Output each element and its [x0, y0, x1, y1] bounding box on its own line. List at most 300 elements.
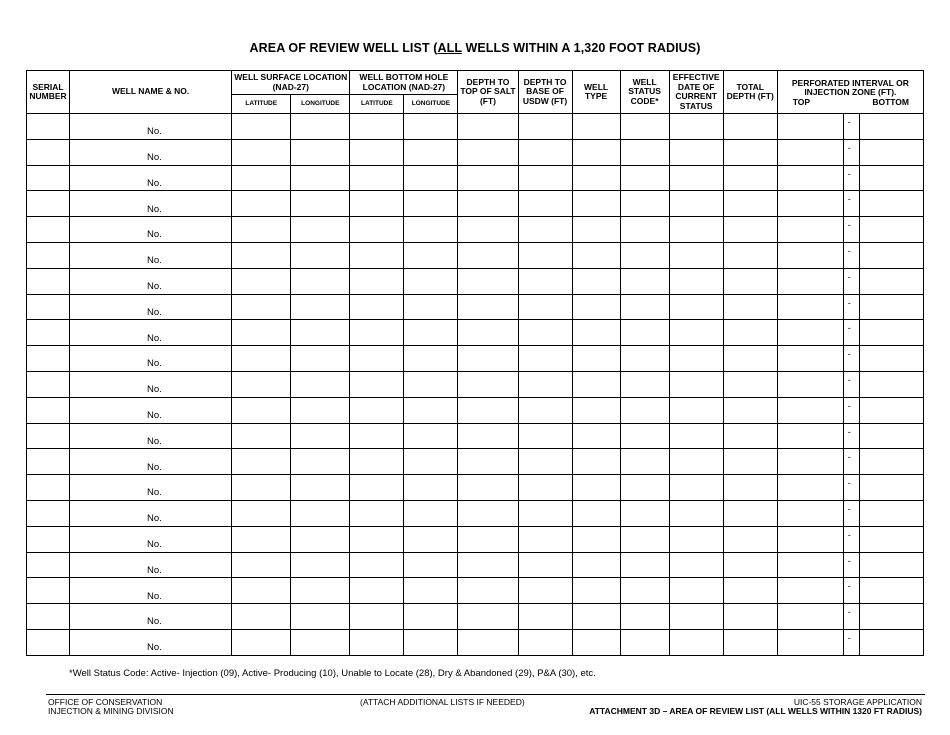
bottom-longitude-cell[interactable]	[404, 629, 458, 655]
effective-date-cell[interactable]	[669, 604, 723, 630]
well-status-cell[interactable]	[620, 371, 669, 397]
well-type-cell[interactable]	[572, 294, 620, 320]
perf-top-cell[interactable]	[777, 165, 843, 191]
well-name-cell[interactable]	[70, 294, 232, 320]
surface-longitude-cell[interactable]	[291, 449, 350, 475]
well-type-cell[interactable]	[572, 371, 620, 397]
depth-usdw-cell[interactable]	[518, 191, 572, 217]
well-type-cell[interactable]	[572, 449, 620, 475]
serial-number-cell[interactable]	[27, 165, 70, 191]
depth-usdw-cell[interactable]	[518, 604, 572, 630]
effective-date-cell[interactable]	[669, 165, 723, 191]
perf-top-cell[interactable]	[777, 114, 843, 140]
surface-latitude-cell[interactable]	[232, 294, 291, 320]
depth-usdw-cell[interactable]	[518, 268, 572, 294]
perf-bottom-cell[interactable]	[859, 217, 923, 243]
perf-top-cell[interactable]	[777, 217, 843, 243]
total-depth-cell[interactable]	[723, 604, 777, 630]
total-depth-cell[interactable]	[723, 165, 777, 191]
perf-top-cell[interactable]	[777, 629, 843, 655]
effective-date-cell[interactable]	[669, 371, 723, 397]
total-depth-cell[interactable]	[723, 371, 777, 397]
depth-salt-cell[interactable]	[458, 629, 518, 655]
effective-date-cell[interactable]	[669, 629, 723, 655]
total-depth-cell[interactable]	[723, 397, 777, 423]
effective-date-cell[interactable]	[669, 500, 723, 526]
bottom-latitude-cell[interactable]	[350, 423, 404, 449]
perf-bottom-cell[interactable]	[859, 165, 923, 191]
well-status-cell[interactable]	[620, 294, 669, 320]
perf-top-cell[interactable]	[777, 268, 843, 294]
well-status-cell[interactable]	[620, 475, 669, 501]
surface-latitude-cell[interactable]	[232, 114, 291, 140]
surface-longitude-cell[interactable]	[291, 552, 350, 578]
bottom-latitude-cell[interactable]	[350, 294, 404, 320]
depth-salt-cell[interactable]	[458, 552, 518, 578]
perf-bottom-cell[interactable]	[859, 114, 923, 140]
bottom-latitude-cell[interactable]	[350, 114, 404, 140]
perf-bottom-cell[interactable]	[859, 604, 923, 630]
perf-bottom-cell[interactable]	[859, 139, 923, 165]
total-depth-cell[interactable]	[723, 552, 777, 578]
well-status-cell[interactable]	[620, 114, 669, 140]
effective-date-cell[interactable]	[669, 191, 723, 217]
well-type-cell[interactable]	[572, 629, 620, 655]
bottom-longitude-cell[interactable]	[404, 475, 458, 501]
well-status-cell[interactable]	[620, 449, 669, 475]
surface-longitude-cell[interactable]	[291, 346, 350, 372]
bottom-longitude-cell[interactable]	[404, 397, 458, 423]
bottom-latitude-cell[interactable]	[350, 397, 404, 423]
perf-bottom-cell[interactable]	[859, 397, 923, 423]
depth-usdw-cell[interactable]	[518, 526, 572, 552]
surface-longitude-cell[interactable]	[291, 397, 350, 423]
perf-bottom-cell[interactable]	[859, 500, 923, 526]
bottom-latitude-cell[interactable]	[350, 346, 404, 372]
perf-top-cell[interactable]	[777, 423, 843, 449]
well-status-cell[interactable]	[620, 165, 669, 191]
total-depth-cell[interactable]	[723, 475, 777, 501]
surface-longitude-cell[interactable]	[291, 423, 350, 449]
bottom-latitude-cell[interactable]	[350, 139, 404, 165]
bottom-latitude-cell[interactable]	[350, 165, 404, 191]
well-type-cell[interactable]	[572, 320, 620, 346]
depth-salt-cell[interactable]	[458, 604, 518, 630]
perf-bottom-cell[interactable]	[859, 191, 923, 217]
well-status-cell[interactable]	[620, 526, 669, 552]
bottom-longitude-cell[interactable]	[404, 526, 458, 552]
bottom-longitude-cell[interactable]	[404, 320, 458, 346]
total-depth-cell[interactable]	[723, 294, 777, 320]
well-type-cell[interactable]	[572, 217, 620, 243]
surface-latitude-cell[interactable]	[232, 268, 291, 294]
well-name-cell[interactable]	[70, 320, 232, 346]
surface-longitude-cell[interactable]	[291, 139, 350, 165]
effective-date-cell[interactable]	[669, 475, 723, 501]
bottom-longitude-cell[interactable]	[404, 165, 458, 191]
depth-usdw-cell[interactable]	[518, 578, 572, 604]
effective-date-cell[interactable]	[669, 423, 723, 449]
surface-longitude-cell[interactable]	[291, 500, 350, 526]
well-status-cell[interactable]	[620, 217, 669, 243]
surface-longitude-cell[interactable]	[291, 242, 350, 268]
surface-latitude-cell[interactable]	[232, 242, 291, 268]
depth-usdw-cell[interactable]	[518, 397, 572, 423]
effective-date-cell[interactable]	[669, 268, 723, 294]
depth-salt-cell[interactable]	[458, 397, 518, 423]
serial-number-cell[interactable]	[27, 449, 70, 475]
effective-date-cell[interactable]	[669, 320, 723, 346]
well-status-cell[interactable]	[620, 500, 669, 526]
well-status-cell[interactable]	[620, 604, 669, 630]
perf-top-cell[interactable]	[777, 139, 843, 165]
effective-date-cell[interactable]	[669, 346, 723, 372]
surface-longitude-cell[interactable]	[291, 268, 350, 294]
bottom-latitude-cell[interactable]	[350, 629, 404, 655]
bottom-longitude-cell[interactable]	[404, 500, 458, 526]
total-depth-cell[interactable]	[723, 114, 777, 140]
perf-bottom-cell[interactable]	[859, 320, 923, 346]
surface-latitude-cell[interactable]	[232, 500, 291, 526]
bottom-latitude-cell[interactable]	[350, 191, 404, 217]
bottom-longitude-cell[interactable]	[404, 139, 458, 165]
perf-top-cell[interactable]	[777, 449, 843, 475]
surface-longitude-cell[interactable]	[291, 526, 350, 552]
depth-salt-cell[interactable]	[458, 139, 518, 165]
bottom-longitude-cell[interactable]	[404, 217, 458, 243]
depth-salt-cell[interactable]	[458, 346, 518, 372]
surface-longitude-cell[interactable]	[291, 578, 350, 604]
well-status-cell[interactable]	[620, 320, 669, 346]
total-depth-cell[interactable]	[723, 217, 777, 243]
perf-bottom-cell[interactable]	[859, 629, 923, 655]
serial-number-cell[interactable]	[27, 604, 70, 630]
depth-salt-cell[interactable]	[458, 371, 518, 397]
depth-usdw-cell[interactable]	[518, 242, 572, 268]
effective-date-cell[interactable]	[669, 242, 723, 268]
well-name-cell[interactable]	[70, 629, 232, 655]
effective-date-cell[interactable]	[669, 294, 723, 320]
total-depth-cell[interactable]	[723, 346, 777, 372]
well-status-cell[interactable]	[620, 423, 669, 449]
depth-usdw-cell[interactable]	[518, 217, 572, 243]
depth-salt-cell[interactable]	[458, 242, 518, 268]
bottom-latitude-cell[interactable]	[350, 268, 404, 294]
surface-latitude-cell[interactable]	[232, 371, 291, 397]
well-status-cell[interactable]	[620, 139, 669, 165]
well-name-cell[interactable]	[70, 475, 232, 501]
depth-salt-cell[interactable]	[458, 114, 518, 140]
perf-bottom-cell[interactable]	[859, 294, 923, 320]
well-name-cell[interactable]	[70, 578, 232, 604]
perf-top-cell[interactable]	[777, 371, 843, 397]
perf-top-cell[interactable]	[777, 552, 843, 578]
well-type-cell[interactable]	[572, 346, 620, 372]
depth-usdw-cell[interactable]	[518, 423, 572, 449]
effective-date-cell[interactable]	[669, 552, 723, 578]
well-no-label: No.	[147, 126, 162, 138]
total-depth-cell[interactable]	[723, 139, 777, 165]
well-type-cell[interactable]	[572, 268, 620, 294]
perf-top-cell[interactable]	[777, 294, 843, 320]
perf-top-cell[interactable]	[777, 526, 843, 552]
effective-date-cell[interactable]	[669, 449, 723, 475]
bottom-longitude-cell[interactable]	[404, 371, 458, 397]
well-name-cell[interactable]	[70, 526, 232, 552]
bottom-longitude-cell[interactable]	[404, 578, 458, 604]
bottom-latitude-cell[interactable]	[350, 500, 404, 526]
surface-latitude-cell[interactable]	[232, 578, 291, 604]
perf-top-cell[interactable]	[777, 475, 843, 501]
surface-latitude-cell[interactable]	[232, 191, 291, 217]
well-name-cell[interactable]	[70, 114, 232, 140]
well-name-cell[interactable]	[70, 397, 232, 423]
surface-latitude-cell[interactable]	[232, 165, 291, 191]
serial-number-cell[interactable]	[27, 191, 70, 217]
depth-salt-cell[interactable]	[458, 191, 518, 217]
depth-usdw-cell[interactable]	[518, 139, 572, 165]
bottom-longitude-cell[interactable]	[404, 191, 458, 217]
surface-longitude-cell[interactable]	[291, 294, 350, 320]
perf-top-cell[interactable]	[777, 578, 843, 604]
surface-longitude-cell[interactable]	[291, 475, 350, 501]
surface-longitude-cell[interactable]	[291, 191, 350, 217]
serial-number-cell[interactable]	[27, 423, 70, 449]
surface-latitude-cell[interactable]	[232, 629, 291, 655]
interval-dash: -	[847, 194, 851, 205]
depth-usdw-cell[interactable]	[518, 552, 572, 578]
surface-longitude-cell[interactable]	[291, 604, 350, 630]
depth-usdw-cell[interactable]	[518, 629, 572, 655]
total-depth-cell[interactable]	[723, 578, 777, 604]
depth-salt-cell[interactable]	[458, 526, 518, 552]
depth-salt-cell[interactable]	[458, 268, 518, 294]
surface-longitude-cell[interactable]	[291, 629, 350, 655]
total-depth-cell[interactable]	[723, 191, 777, 217]
serial-number-cell[interactable]	[27, 475, 70, 501]
serial-number-cell[interactable]	[27, 397, 70, 423]
serial-number-cell[interactable]	[27, 526, 70, 552]
total-depth-cell[interactable]	[723, 320, 777, 346]
depth-usdw-cell[interactable]	[518, 475, 572, 501]
well-type-cell[interactable]	[572, 578, 620, 604]
bottom-longitude-cell[interactable]	[404, 114, 458, 140]
serial-number-cell[interactable]	[27, 294, 70, 320]
bottom-latitude-cell[interactable]	[350, 552, 404, 578]
well-status-cell[interactable]	[620, 578, 669, 604]
well-name-cell[interactable]	[70, 604, 232, 630]
total-depth-cell[interactable]	[723, 268, 777, 294]
effective-date-cell[interactable]	[669, 217, 723, 243]
surface-latitude-cell[interactable]	[232, 423, 291, 449]
well-type-cell[interactable]	[572, 526, 620, 552]
depth-usdw-cell[interactable]	[518, 371, 572, 397]
perf-top-cell[interactable]	[777, 191, 843, 217]
well-status-cell[interactable]	[620, 191, 669, 217]
perf-bottom-cell[interactable]	[859, 526, 923, 552]
well-name-cell[interactable]	[70, 165, 232, 191]
well-status-cell[interactable]	[620, 552, 669, 578]
depth-salt-cell[interactable]	[458, 217, 518, 243]
bottom-longitude-cell[interactable]	[404, 449, 458, 475]
well-type-cell[interactable]	[572, 552, 620, 578]
serial-number-cell[interactable]	[27, 242, 70, 268]
well-status-cell[interactable]	[620, 242, 669, 268]
perf-bottom-cell[interactable]	[859, 242, 923, 268]
bottom-latitude-cell[interactable]	[350, 242, 404, 268]
perf-top-cell[interactable]	[777, 346, 843, 372]
depth-usdw-cell[interactable]	[518, 165, 572, 191]
surface-longitude-cell[interactable]	[291, 217, 350, 243]
well-type-cell[interactable]	[572, 139, 620, 165]
depth-usdw-cell[interactable]	[518, 449, 572, 475]
well-type-cell[interactable]	[572, 500, 620, 526]
perf-top-cell[interactable]	[777, 500, 843, 526]
well-name-cell[interactable]	[70, 191, 232, 217]
perf-bottom-cell[interactable]	[859, 423, 923, 449]
surface-longitude-cell[interactable]	[291, 320, 350, 346]
bottom-latitude-cell[interactable]	[350, 604, 404, 630]
depth-salt-cell[interactable]	[458, 165, 518, 191]
perf-top-cell[interactable]	[777, 604, 843, 630]
surface-latitude-cell[interactable]	[232, 139, 291, 165]
well-type-cell[interactable]	[572, 165, 620, 191]
perf-top-cell[interactable]	[777, 320, 843, 346]
header-bottom-hole-location: WELL BOTTOM HOLE LOCATION (NAD-27)	[350, 71, 458, 95]
surface-latitude-cell[interactable]	[232, 526, 291, 552]
perf-bottom-cell[interactable]	[859, 578, 923, 604]
serial-number-cell[interactable]	[27, 346, 70, 372]
serial-number-cell[interactable]	[27, 371, 70, 397]
bottom-latitude-cell[interactable]	[350, 578, 404, 604]
well-type-cell[interactable]	[572, 242, 620, 268]
header-well-type: WELL TYPE	[572, 71, 620, 114]
well-name-cell[interactable]	[70, 268, 232, 294]
well-name-cell[interactable]	[70, 217, 232, 243]
surface-longitude-cell[interactable]	[291, 371, 350, 397]
perf-bottom-cell[interactable]	[859, 346, 923, 372]
effective-date-cell[interactable]	[669, 114, 723, 140]
bottom-latitude-cell[interactable]	[350, 526, 404, 552]
well-status-cell[interactable]	[620, 346, 669, 372]
depth-salt-cell[interactable]	[458, 449, 518, 475]
well-status-cell[interactable]	[620, 268, 669, 294]
well-name-cell[interactable]	[70, 552, 232, 578]
surface-latitude-cell[interactable]	[232, 217, 291, 243]
total-depth-cell[interactable]	[723, 500, 777, 526]
bottom-longitude-cell[interactable]	[404, 346, 458, 372]
bottom-longitude-cell[interactable]	[404, 242, 458, 268]
well-name-cell[interactable]	[70, 500, 232, 526]
bottom-longitude-cell[interactable]	[404, 552, 458, 578]
total-depth-cell[interactable]	[723, 526, 777, 552]
surface-longitude-cell[interactable]	[291, 165, 350, 191]
well-name-cell[interactable]	[70, 449, 232, 475]
surface-longitude-cell[interactable]	[291, 114, 350, 140]
effective-date-cell[interactable]	[669, 578, 723, 604]
depth-salt-cell[interactable]	[458, 294, 518, 320]
bottom-latitude-cell[interactable]	[350, 371, 404, 397]
serial-number-cell[interactable]	[27, 552, 70, 578]
surface-latitude-cell[interactable]	[232, 475, 291, 501]
bottom-longitude-cell[interactable]	[404, 423, 458, 449]
perf-bottom-cell[interactable]	[859, 475, 923, 501]
depth-salt-cell[interactable]	[458, 423, 518, 449]
well-name-cell[interactable]	[70, 423, 232, 449]
surface-latitude-cell[interactable]	[232, 397, 291, 423]
perf-bottom-cell[interactable]	[859, 552, 923, 578]
serial-number-cell[interactable]	[27, 500, 70, 526]
effective-date-cell[interactable]	[669, 397, 723, 423]
table-row	[27, 475, 924, 501]
total-depth-cell[interactable]	[723, 423, 777, 449]
serial-number-cell[interactable]	[27, 114, 70, 140]
well-name-cell[interactable]	[70, 346, 232, 372]
bottom-latitude-cell[interactable]	[350, 449, 404, 475]
depth-usdw-cell[interactable]	[518, 114, 572, 140]
well-type-cell[interactable]	[572, 423, 620, 449]
perf-bottom-cell[interactable]	[859, 371, 923, 397]
perf-bottom-cell[interactable]	[859, 268, 923, 294]
surface-latitude-cell[interactable]	[232, 320, 291, 346]
perf-bottom-cell[interactable]	[859, 449, 923, 475]
bottom-latitude-cell[interactable]	[350, 320, 404, 346]
total-depth-cell[interactable]	[723, 449, 777, 475]
depth-salt-cell[interactable]	[458, 500, 518, 526]
well-status-cell[interactable]	[620, 629, 669, 655]
bottom-latitude-cell[interactable]	[350, 475, 404, 501]
well-type-cell[interactable]	[572, 191, 620, 217]
serial-number-cell[interactable]	[27, 578, 70, 604]
perf-dash-cell	[843, 475, 859, 501]
serial-number-cell[interactable]	[27, 629, 70, 655]
serial-number-cell[interactable]	[27, 139, 70, 165]
depth-usdw-cell[interactable]	[518, 320, 572, 346]
depth-usdw-cell[interactable]	[518, 500, 572, 526]
surface-latitude-cell[interactable]	[232, 552, 291, 578]
well-type-cell[interactable]	[572, 475, 620, 501]
depth-salt-cell[interactable]	[458, 578, 518, 604]
total-depth-cell[interactable]	[723, 629, 777, 655]
perf-top-cell[interactable]	[777, 397, 843, 423]
surface-latitude-cell[interactable]	[232, 346, 291, 372]
perf-top-cell[interactable]	[777, 242, 843, 268]
well-name-cell[interactable]	[70, 139, 232, 165]
bottom-longitude-cell[interactable]	[404, 294, 458, 320]
bottom-longitude-cell[interactable]	[404, 604, 458, 630]
depth-usdw-cell[interactable]	[518, 294, 572, 320]
serial-number-cell[interactable]	[27, 217, 70, 243]
bottom-latitude-cell[interactable]	[350, 217, 404, 243]
surface-latitude-cell[interactable]	[232, 449, 291, 475]
serial-number-cell[interactable]	[27, 320, 70, 346]
well-type-cell[interactable]	[572, 114, 620, 140]
surface-latitude-cell[interactable]	[232, 604, 291, 630]
effective-date-cell[interactable]	[669, 139, 723, 165]
depth-salt-cell[interactable]	[458, 475, 518, 501]
well-status-cell[interactable]	[620, 397, 669, 423]
well-type-cell[interactable]	[572, 397, 620, 423]
depth-salt-cell[interactable]	[458, 320, 518, 346]
well-type-cell[interactable]	[572, 604, 620, 630]
well-name-cell[interactable]	[70, 242, 232, 268]
serial-number-cell[interactable]	[27, 268, 70, 294]
bottom-longitude-cell[interactable]	[404, 268, 458, 294]
well-name-cell[interactable]	[70, 371, 232, 397]
effective-date-cell[interactable]	[669, 526, 723, 552]
total-depth-cell[interactable]	[723, 242, 777, 268]
depth-usdw-cell[interactable]	[518, 346, 572, 372]
